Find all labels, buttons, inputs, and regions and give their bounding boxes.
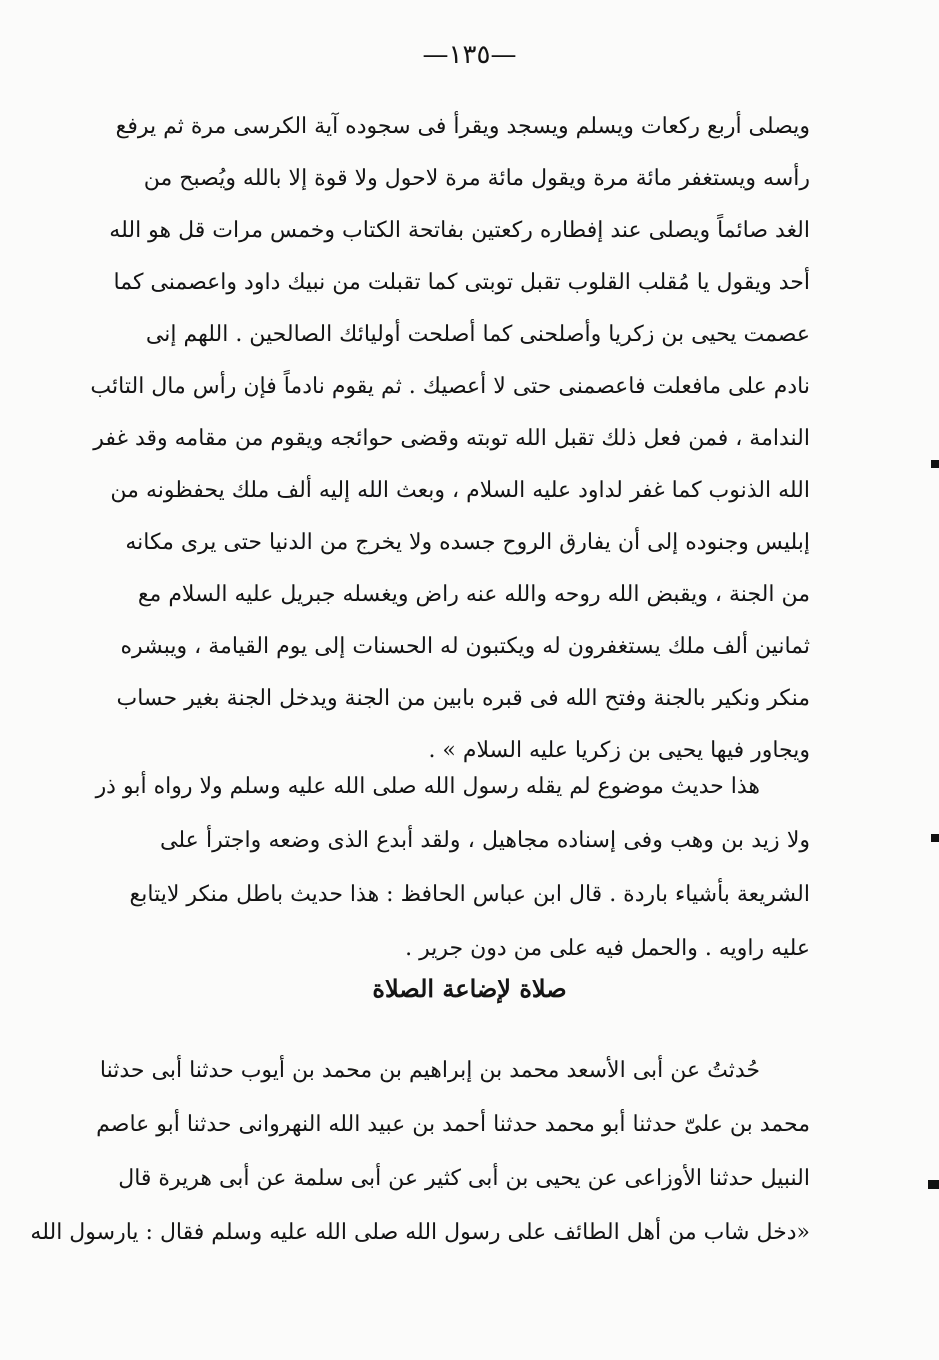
text-line: ثمانين ألف ملك يستغفرون له ويكتبون له الحسنات إلى يوم القيامة ، ويبشره [120, 634, 810, 659]
text-line: ولا زيد بن وهب وفى إسناده مجاهيل ، ولقد أبدع الذى وضعه واجترأ على [160, 828, 810, 853]
paragraph-1 [90, 100, 810, 810]
text-line: النبيل حدثنا الأوزاعى عن يحيى بن أبى كثير عن أبى سلمة عن أبى هريرة قال [118, 1166, 810, 1191]
text-line: ويجاور فيها يحيى بن زكريا عليه السلام » . [428, 738, 810, 763]
text-line: عصمت يحيى بن زكريا وأصلحنى كما أصلحت أوليائك الصالحين . اللهم إنى [145, 322, 810, 347]
text-line: الشريعة بأشياء باردة . قال ابن عباس الحافظ : هذا حديث باطل منكر لايتابع [129, 882, 810, 907]
text-line: رأسه ويستغفر مائة مرة ويقول مائة مرة لاحول ولا قوة إلا بالله ويُصبح من [143, 166, 810, 191]
text-line: الغد صائماً ويصلى عند إفطاره ركعتين بفاتحة الكتاب وخمس مرات قل هو الله [109, 218, 810, 243]
scan-mark [931, 460, 939, 468]
scan-mark [928, 1180, 939, 1189]
text-line: ويصلى أربع ركعات ويسلم ويسجد ويقرأ فى سجوده آية الكرسى مرة ثم يرفع [115, 114, 810, 139]
text-line: منكر ونكير بالجنة وفتح الله فى قبره بابين من الجنة ويدخل الجنة بغير حساب [116, 686, 810, 711]
text-line: «دخل شاب من أهل الطائف على رسول الله صلى الله عليه وسلم فقال : يارسول الله [30, 1220, 810, 1245]
text-line: أحد ويقول يا مُقلب القلوب تقبل توبتى كما تقبلت من نبيك داود واعصمنى كما [113, 270, 810, 295]
page-number: —١٣٥— [422, 40, 517, 70]
text-line: هذا حديث موضوع لم يقله رسول الله صلى الله عليه وسلم ولا رواه أبو ذر [95, 774, 760, 799]
paragraph-3 [30, 1044, 810, 1264]
scan-mark [931, 834, 939, 842]
text-line: نادم على مافعلت فاعصمنى حتى لا أعصيك . ثم يقوم نادماً فإن رأس مال التائب [90, 374, 810, 399]
section-heading: صلاة لإضاعة الصلاة [372, 974, 567, 1003]
text-line: عليه راويه . والحمل فيه على من دون جرير . [405, 936, 810, 961]
text-line: محمد بن علىّ حدثنا أبو محمد حدثنا أحمد بن عبيد الله النهروانى حدثنا أبو عاصم [96, 1112, 810, 1137]
text-line: حُدثتُ عن أبى الأسعد محمد بن إبراهيم بن محمد بن أيوب حدثنا أبى حدثنا [99, 1058, 760, 1083]
paragraph-2 [95, 760, 810, 980]
text-line: من الجنة ، ويقبض الله روحه والله عنه راض ويغسله جبريل عليه السلام مع [137, 582, 810, 607]
text-line: الله الذنوب كما غفر لداود عليه السلام ، وبعث الله إليه ألف ملك يحفظونه من [110, 478, 810, 503]
text-line: الندامة ، فمن فعل ذلك تقبل الله توبته وقضى حوائجه ويقوم من مقامه وقد غفر [93, 426, 810, 451]
text-line: إبليس وجنوده إلى أن يفارق الروح جسده ولا يخرج من الدنيا حتى يرى مكانه [125, 530, 810, 555]
